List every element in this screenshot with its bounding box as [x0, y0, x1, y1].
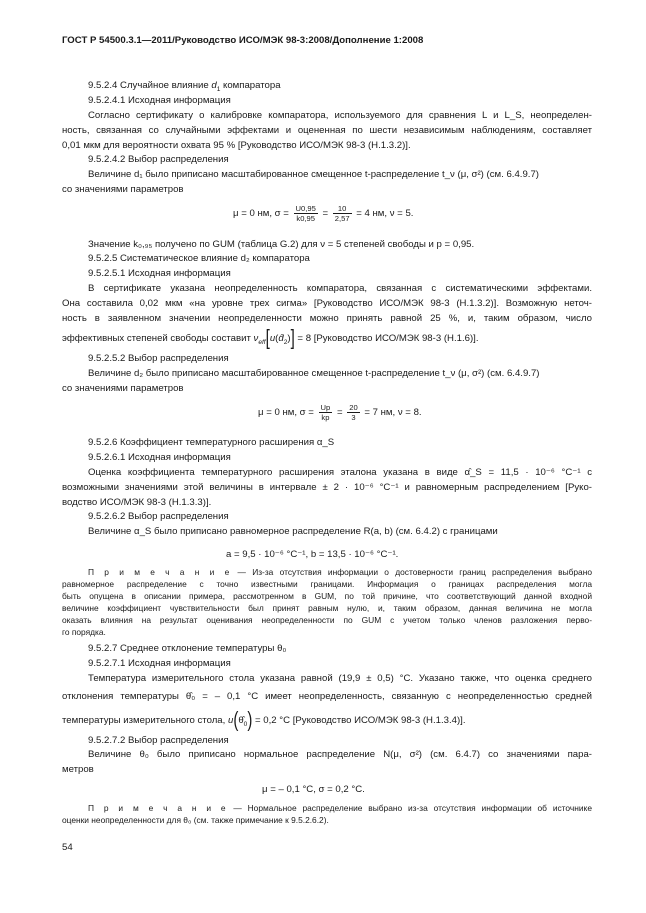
note-1-line: П р и м е ч а н и е — Из-за отсутствия информации о достоверности границ распределения выбрано — [88, 567, 592, 577]
section-9-5-2-6: 9.5.2.6 Коэффициент температурного расширения α_S — [88, 437, 335, 448]
section-9-5-2-7-2: 9.5.2.7.2 Выбор распределения — [88, 735, 229, 746]
section-9-5-2-7: 9.5.2.7 Среднее отклонение температуры θ₀ — [88, 643, 287, 654]
paragraph-line: водство ИСО/МЭК 98-3 (H.1.3.3)]. — [62, 497, 212, 508]
paragraph-line: ность, связанная со случайными эффектами и оцененная по шести независимым наблюдениям, составляет — [62, 125, 592, 136]
paragraph-line: Оценка коэффициента температурного расширения эталона указана в виде α̂_S = 11,5 · 10⁻⁶ °С⁻¹ с — [88, 467, 592, 478]
section-9-5-2-7-1: 9.5.2.7.1 Исходная информация — [88, 658, 231, 669]
note-1-line: оказать влияния на результат оценивания неопределенности по GUM с учетом только членов разложения перво- — [62, 615, 592, 625]
note-2-line: оценки неопределенности для θ₀ (см. также примечание к 9.5.2.6.2). — [62, 815, 329, 825]
fraction: $\frac{10}{2,57}$ — [334, 204, 350, 223]
equation-3: a = 9,5 · 10⁻⁶ °С⁻¹, b = 13,5 · 10⁻⁶ °С⁻¹. — [226, 549, 399, 560]
paragraph-line: метров — [62, 764, 94, 775]
paragraph-line: ность в заявленном значении неопределенности можно принять равной 25 %, и, таким образом, число — [62, 313, 592, 324]
page-number: 54 — [62, 842, 73, 853]
section-9-5-2-4: 9.5.2.4 Случайное влияние $d_1$ компаратора — [88, 80, 281, 93]
paragraph-line: со значениями параметров — [62, 184, 184, 195]
bracket: [ — [265, 326, 270, 351]
paragraph-line: Величине d₂ было приписано масштабированное смещенное t-распределение t_ν (μ, σ²) (см. 6.4.9.7) — [88, 368, 540, 379]
document-header: ГОСТ Р 54500.3.1—2011/Руководство ИСО/МЭК 98-3:2008/Дополнение 1:2008 — [62, 35, 424, 46]
equation-2: μ = 0 нм, σ = $\frac{Up}{kp}$ = $\frac{20}{3}$ = 7 нм, ν = 8. — [258, 403, 422, 422]
section-9-5-2-5: 9.5.2.5 Систематическое влияние d₂ компаратора — [88, 253, 310, 264]
fraction: $\frac{U0,95}{k0,95}$ — [295, 204, 316, 223]
section-9-5-2-6-2: 9.5.2.6.2 Выбор распределения — [88, 511, 229, 522]
section-9-5-2-6-1: 9.5.2.6.1 Исходная информация — [88, 452, 231, 463]
note-2-line: П р и м е ч а н и е — Нормальное распределение выбрано из-за отсутствия информации об источнике — [88, 803, 592, 813]
section-9-5-2-4-1: 9.5.2.4.1 Исходная информация — [88, 95, 231, 106]
paragraph-line: Она составила 0,02 мкм «на уровне трех сигма» [Руководство ИСО/МЭК 98-3 (H.1.3.2)]. Возможную неточ- — [62, 298, 592, 309]
equation-1: μ = 0 нм, σ = $\frac{U0,95}{k0,95}$ = $\frac{10}{2,57}$ = 4 нм, ν = 5. — [233, 204, 414, 223]
paragraph-line: Температура измерительного стола указана равной (19,9 ± 0,5) °С. Указано также, что оценка среднего — [88, 673, 592, 684]
fraction: $\frac{Up}{kp}$ — [320, 403, 331, 422]
note-1-line: быть опущена в описании примера, рассмотренном в GUM, по той причине, что соответствующий данной входной — [62, 591, 592, 601]
paragraph-line: со значениями параметров — [62, 383, 184, 394]
note-1-line: величине коэффициент чувствительности был принят равным нулю, и, таким образом, данная величина не могла — [62, 603, 592, 613]
note-1-line: равномерное распределение с точно известными границами. Информация о границах распределения могла — [62, 579, 592, 589]
paragraph-line: Величине d₁ было приписано масштабированное смещенное t-распределение t_ν (μ, σ²) (см. 6.4.9.7) — [88, 169, 539, 180]
paragraph-line: эффективных степеней свободы составит $\nu_{eff}[u(d̂_2)] = 8$ [Руководство ИСО/МЭК 98-3 (H.1.6)]. — [62, 326, 479, 351]
paragraph-line: 0,01 мкм для вероятности охвата 95 % [Руководство ИСО/МЭК 98-3 (H.1.3.2)]. — [62, 140, 411, 151]
fraction: $\frac{20}{3}$ — [349, 403, 358, 422]
paragraph-line: Величине θ₀ было приписано нормальное распределение N(μ, σ²) (см. 6.4.7) со значениями пара- — [88, 749, 592, 760]
paragraph-line: В сертификате указана неопределенность компаратора, связанная с систематическими эффектами. — [88, 283, 592, 294]
bracket: ) — [247, 708, 253, 733]
paragraph-line: возможными значениями этой величины в интервале ± 2 · 10⁻⁶ °С⁻¹ и равномерным распределением [Руко- — [62, 482, 592, 493]
paragraph-line: температуры измерительного стола, $u(\thetâ_0) = 0,2$ °С [Руководство ИСО/МЭК 98-3 (H.1.3.4)]. — [62, 708, 466, 733]
bracket: ] — [290, 326, 295, 351]
paragraph-line: Согласно сертификату о калибровке компаратора, используемого для сравнения L и L_S, неопределен- — [88, 110, 592, 121]
section-9-5-2-5-2: 9.5.2.5.2 Выбор распределения — [88, 353, 229, 364]
paragraph-line: отклонения температуры θ̂₀ = – 0,1 °С имеет неопределенность, связанную с неопределенностью средней — [62, 691, 592, 702]
section-9-5-2-5-1: 9.5.2.5.1 Исходная информация — [88, 268, 231, 279]
note-1-line: го порядка. — [62, 627, 106, 637]
paragraph-line: Значение k₀,₉₅ получено по GUM (таблица G.2) для ν = 5 степеней свободы и p = 0,95. — [88, 239, 475, 250]
paragraph-line: Величине α_S было приписано равномерное распределение R(a, b) (см. 6.4.2) с границами — [88, 526, 498, 537]
section-9-5-2-4-2: 9.5.2.4.2 Выбор распределения — [88, 154, 229, 165]
equation-4: μ = – 0,1 °С, σ = 0,2 °С. — [262, 784, 365, 795]
bracket: ( — [233, 708, 239, 733]
